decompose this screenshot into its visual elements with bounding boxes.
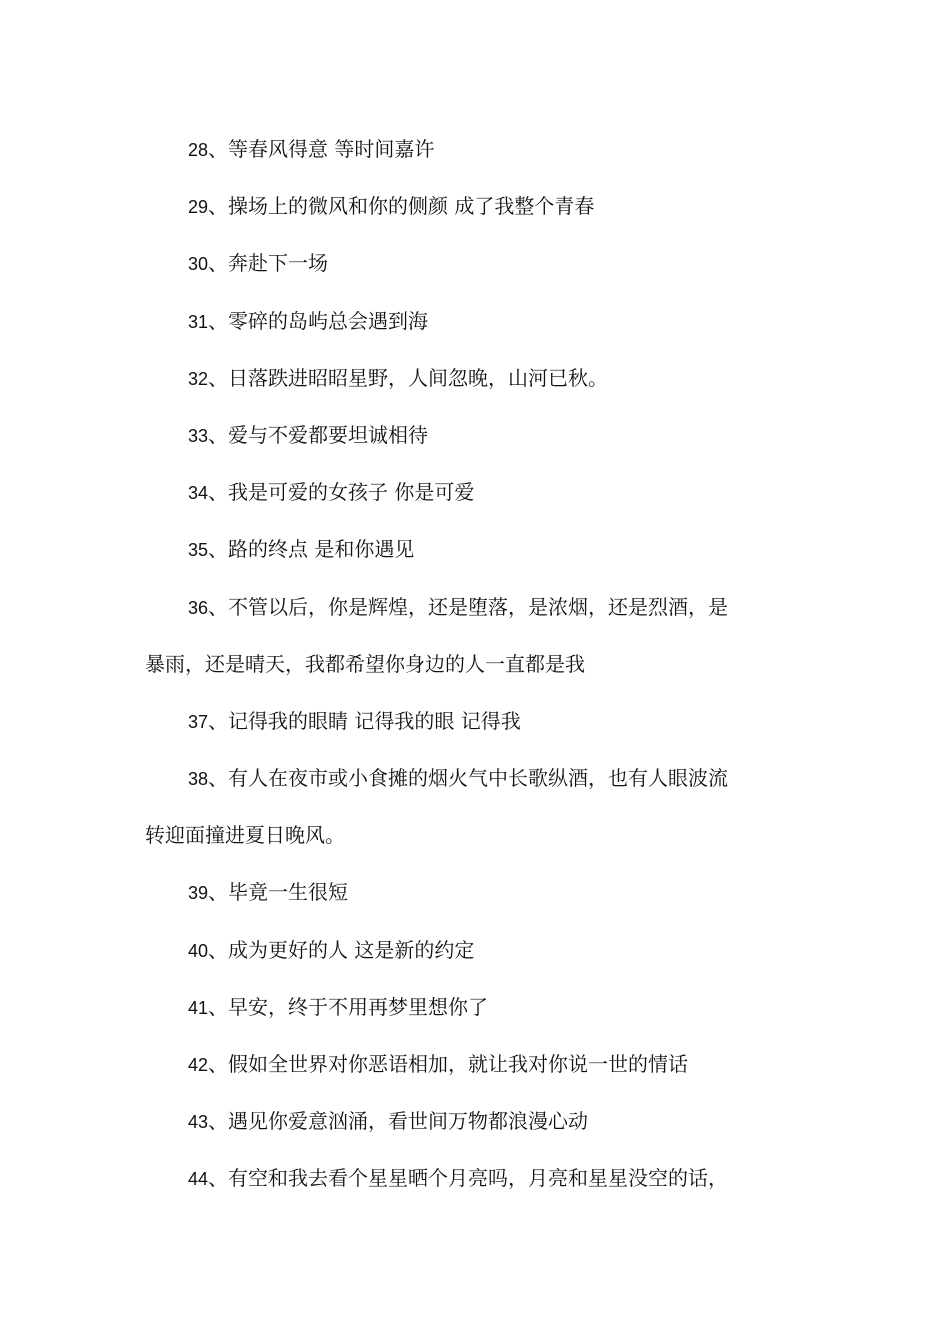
item-text: 、我是可爱的女孩子 你是可爱 bbox=[208, 480, 475, 505]
item-text: 、毕竟一生很短 bbox=[208, 880, 349, 905]
item-text: 、等春风得意 等时间嘉许 bbox=[208, 137, 435, 161]
list-item bbox=[145, 415, 810, 472]
item-text: 、零碎的岛屿总会遇到海 bbox=[208, 308, 429, 333]
list-item bbox=[145, 701, 810, 758]
item-text: 、爱与不爱都要坦诚相待 bbox=[208, 422, 429, 447]
item-number: 32 bbox=[188, 368, 209, 389]
item-number: 43 bbox=[188, 1112, 209, 1133]
item-number: 28 bbox=[188, 140, 209, 160]
item-text: 、不管以后，你是辉煌，还是堕落，是浓烟，还是烈酒，是 bbox=[208, 594, 729, 619]
item-number: 37 bbox=[188, 711, 209, 732]
item-text: 、有人在夜市或小食摊的烟火气中长歌纵酒，也有人眼波流 bbox=[208, 766, 729, 791]
item-text: 、记得我的眼睛 记得我的眼 记得我 bbox=[208, 708, 521, 733]
item-text: 、路的终点 是和你遇见 bbox=[208, 537, 415, 562]
item-number: 36 bbox=[188, 597, 209, 618]
list-item bbox=[145, 587, 810, 644]
list-item bbox=[145, 129, 810, 186]
item-number: 40 bbox=[188, 940, 209, 961]
list-item bbox=[145, 930, 810, 987]
item-number: 30 bbox=[188, 254, 209, 275]
item-number: 39 bbox=[188, 883, 209, 904]
item-number: 44 bbox=[188, 1169, 209, 1190]
item-text: 、日落跌进昭昭星野，人间忽晚，山河已秋。 bbox=[208, 365, 609, 390]
list-item bbox=[145, 301, 810, 358]
item-text: 、遇见你爱意汹涌，看世间万物都浪漫心动 bbox=[208, 1109, 589, 1134]
item-text: 、奔赴下一场 bbox=[208, 251, 329, 276]
item-number: 31 bbox=[188, 311, 209, 332]
item-text-continued: 暴雨，还是晴天，我都希望你身边的人一直都是我 bbox=[145, 651, 585, 676]
item-text: 、假如全世界对你恶语相加，就让我对你说一世的情话 bbox=[208, 1052, 689, 1076]
list-item bbox=[145, 243, 810, 300]
item-text: 、早安，终于不用再梦里想你了 bbox=[208, 994, 489, 1019]
list-item bbox=[145, 358, 810, 415]
item-text: 、操场上的微风和你的侧颜 成了我整个青春 bbox=[208, 194, 595, 219]
item-number: 41 bbox=[188, 997, 209, 1018]
item-number: 35 bbox=[188, 540, 209, 561]
item-number: 38 bbox=[188, 769, 209, 790]
item-number: 29 bbox=[188, 197, 209, 218]
list-item-continuation bbox=[145, 644, 810, 701]
list-item bbox=[145, 1044, 810, 1101]
list-item bbox=[145, 472, 810, 529]
item-text: 、成为更好的人 这是新的约定 bbox=[208, 937, 475, 962]
item-text: 、有空和我去看个星星晒个月亮吗，月亮和星星没空的话， bbox=[208, 1166, 729, 1191]
list-item bbox=[145, 186, 810, 243]
item-text-continued: 转迎面撞进夏日晚风。 bbox=[145, 823, 345, 848]
list-item bbox=[145, 529, 810, 586]
list-item bbox=[145, 872, 810, 929]
list-item bbox=[145, 987, 810, 1044]
list-item bbox=[145, 758, 810, 815]
list-item bbox=[145, 1158, 810, 1215]
list-item bbox=[145, 1101, 810, 1158]
item-number: 34 bbox=[188, 483, 209, 504]
list-item-continuation bbox=[145, 815, 810, 872]
item-number: 42 bbox=[188, 1055, 209, 1075]
quote-list bbox=[145, 129, 810, 1216]
item-number: 33 bbox=[188, 425, 209, 446]
